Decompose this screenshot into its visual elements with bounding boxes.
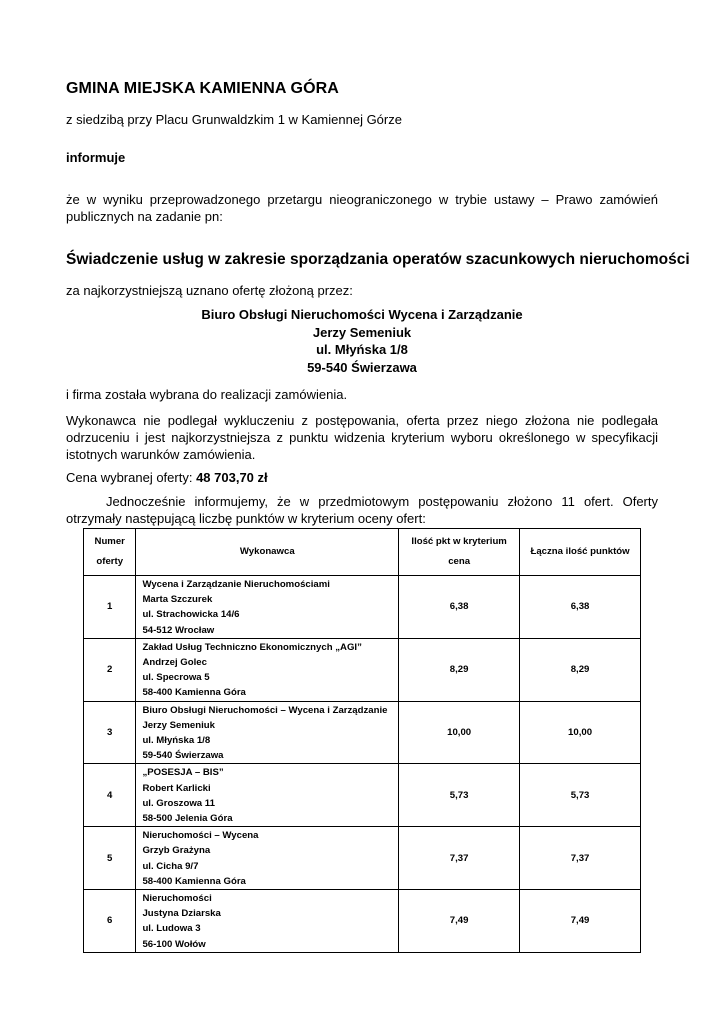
contractor-lines	[136, 890, 398, 952]
winner-city: 59-540 Świerzawa	[307, 359, 417, 375]
contractor-line: ul. Strachowicka 14/6	[142, 609, 240, 621]
header-total: Łączna ilość punktów	[520, 529, 641, 576]
contractor-line: Justyna Dziarska	[142, 908, 221, 920]
price-value: 48 703,70 zł	[196, 470, 268, 485]
contractor-line: 59-540 Świerzawa	[142, 750, 224, 762]
header-points	[399, 529, 520, 576]
contractor-line: Zakład Usług Techniczno Ekonomicznych „AGI”	[142, 641, 362, 653]
contractor-lines	[136, 702, 398, 764]
contractor-line: Robert Karlicki	[142, 782, 211, 794]
contractor-line: Marta Szczurek	[142, 594, 213, 606]
total-points: 7,37	[520, 827, 641, 890]
price-points: 8,29	[399, 638, 520, 701]
justification-paragraph: Wykonawca nie podlegał wykluczeniu z postępowania, oferta przez niego złożona nie podlegała odrzuceniu i jest najkorzystniejsza z punktu widzenia kryterium wyboru określonego w specyfikacji istotnych warunków zamówienia.	[66, 413, 658, 462]
contractor-lines	[136, 764, 398, 826]
contractor-line: ul. Groszowa 11	[142, 797, 215, 809]
header-points-line1: Ilość pkt w kryterium	[411, 536, 507, 547]
offer-number: 3	[84, 701, 136, 764]
contractor-line: Biuro Obsługi Nieruchomości – Wycena i Zarządzanie	[142, 704, 388, 716]
header-points-line2: cena	[448, 556, 471, 567]
results-table	[83, 528, 641, 953]
contractor-lines	[136, 827, 398, 889]
table-row	[84, 890, 641, 953]
contractor-line: ul. Cicha 9/7	[142, 860, 199, 872]
total-points: 6,38	[520, 576, 641, 639]
header-contractor: Wykonawca	[136, 529, 399, 576]
contractor-line: ul. Specrowa 5	[142, 672, 210, 684]
table-row	[84, 638, 641, 701]
header-offer-number-line1: Numer	[94, 536, 125, 547]
total-points: 10,00	[520, 701, 641, 764]
organization-address: z siedzibą przy Placu Grunwaldzkim 1 w Kamiennej Górze	[66, 112, 402, 127]
contractor-cell	[136, 638, 399, 701]
price-points: 7,37	[399, 827, 520, 890]
contractor-line: Nieruchomości – Wycena	[142, 830, 259, 842]
price-points: 7,49	[399, 890, 520, 953]
offer-number: 2	[84, 638, 136, 701]
total-points: 8,29	[520, 638, 641, 701]
contractor-line: 58-400 Kamienna Góra	[142, 687, 246, 699]
table-row	[84, 701, 641, 764]
table-row	[84, 827, 641, 890]
price-label: Cena wybranej oferty:	[66, 470, 197, 485]
contractor-line: 54-512 Wrocław	[142, 624, 215, 636]
offer-number: 5	[84, 827, 136, 890]
header-offer-number	[84, 529, 136, 576]
selected-statement: i firma została wybrana do realizacji zamówienia.	[66, 387, 348, 402]
organization-title: GMINA MIEJSKA KAMIENNA GÓRA	[66, 80, 339, 97]
offer-number: 6	[84, 890, 136, 953]
contractor-cell	[136, 764, 399, 827]
table-header-row	[84, 529, 641, 576]
contractor-line: 56-100 Wołów	[142, 938, 206, 950]
contractor-line: Wycena i Zarządzanie Nieruchomościami	[142, 579, 330, 590]
table-row	[84, 576, 641, 639]
contractor-line: Jerzy Semeniuk	[142, 719, 215, 731]
total-points: 5,73	[520, 764, 641, 827]
contractor-cell	[136, 827, 399, 890]
price-points: 10,00	[399, 701, 520, 764]
contractor-cell	[136, 701, 399, 764]
price-points: 5,73	[399, 764, 520, 827]
tender-subject: Świadczenie usług w zakresie sporządzania operatów szacunkowych nieruchomości	[66, 251, 690, 268]
contractor-cell	[136, 890, 399, 953]
offer-number: 1	[84, 576, 136, 639]
contractor-lines	[136, 639, 398, 701]
header-offer-number-line2: oferty	[96, 556, 124, 567]
contractor-line: Grzyb Grażyna	[142, 845, 211, 857]
contractor-line: ul. Ludowa 3	[142, 923, 201, 935]
contractor-line: Nieruchomości	[142, 893, 212, 905]
table-row	[84, 764, 641, 827]
winner-street: ul. Młyńska 1/8	[316, 342, 408, 357]
offer-number: 4	[84, 764, 136, 827]
price-points: 6,38	[399, 576, 520, 639]
winner-intro: za najkorzystniejszą uznano ofertę złożoną przez:	[66, 283, 353, 298]
contractor-line: Andrzej Golec	[142, 657, 207, 669]
contractor-line: „POSESJA – BIS”	[142, 767, 224, 779]
contractor-lines	[136, 576, 398, 638]
winner-person: Jerzy Semeniuk	[312, 324, 412, 340]
contractor-line: 58-500 Jelenia Góra	[142, 813, 233, 825]
total-points: 7,49	[520, 890, 641, 953]
contractor-line: ul. Młyńska 1/8	[142, 735, 211, 747]
offers-intro: Jednocześnie informujemy, że w przedmiotowym postępowaniu złożono 11 ofert. Oferty otrzymały następującą liczbę punktów w kryterium oceny ofert:	[66, 494, 658, 526]
winner-name: Biuro Obsługi Nieruchomości Wycena i Zarządzanie	[201, 307, 523, 322]
price-line	[66, 470, 268, 485]
intro-paragraph: że w wyniku przeprowadzonego przetargu nieograniczonego w trybie ustawy – Prawo zamówień publicznych na zadanie pn:	[66, 192, 658, 224]
informs-heading: informuje	[66, 150, 126, 165]
winner-block	[66, 306, 658, 376]
contractor-line: 58-400 Kamienna Góra	[142, 875, 246, 887]
contractor-cell	[136, 576, 399, 639]
